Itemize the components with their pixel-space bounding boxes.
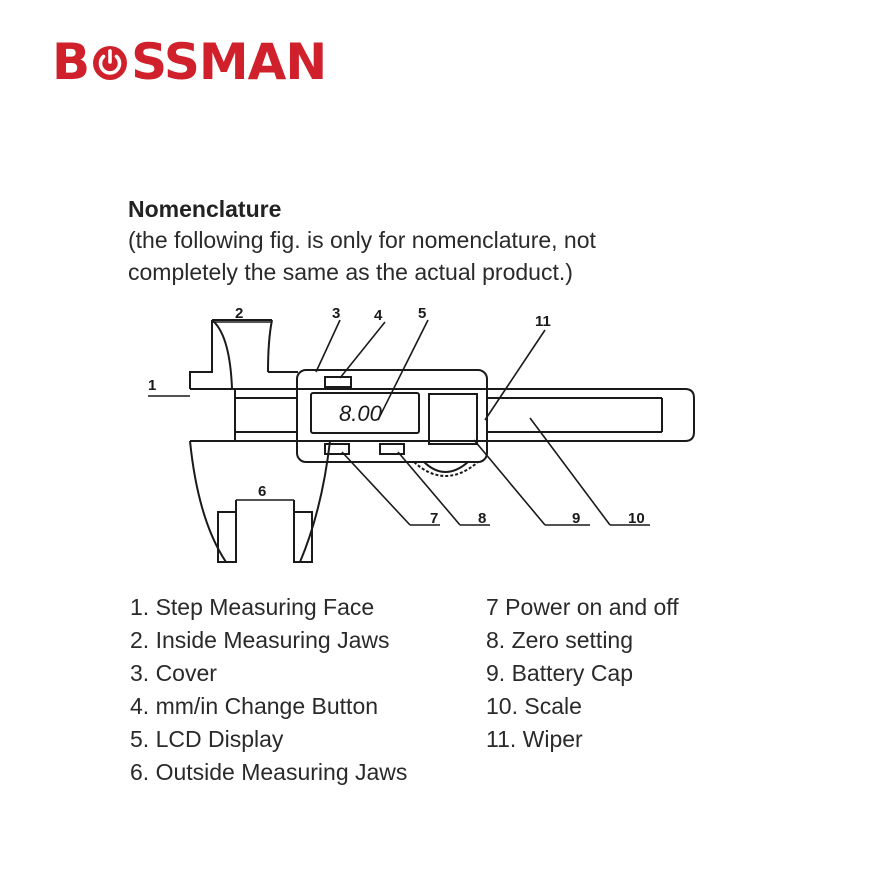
caliper-slider (297, 370, 487, 476)
brand-logo-prefix: B (52, 33, 90, 91)
legend-item-10: 10. Scale (486, 693, 582, 719)
legend-item-5: 5. LCD Display (130, 726, 284, 752)
legend-item-11: 11. Wiper (486, 726, 583, 752)
page-title: Nomenclature (128, 196, 282, 222)
legend-item-9: 9. Battery Cap (486, 660, 634, 686)
lcd-display-reading: 8.00 (339, 401, 382, 426)
callout-3: 3 (332, 305, 341, 322)
callout-8: 8 (478, 510, 487, 527)
legend-item-7: 7 Power on and off (486, 594, 679, 620)
legend-item-1: 1. Step Measuring Face (130, 594, 375, 620)
legend-item-3: 3. Cover (130, 660, 217, 686)
brand-logo-suffix: SSMAN (131, 33, 327, 91)
callout-1: 1 (148, 377, 157, 394)
callout-5: 5 (418, 305, 427, 322)
callout-2: 2 (235, 305, 244, 322)
legend-item-6: 6. Outside Measuring Jaws (130, 759, 408, 785)
subtitle-line-1: (the following fig. is only for nomenclature, not (128, 227, 596, 253)
callout-10: 10 (628, 510, 645, 527)
subtitle-line-2: completely the same as the actual product.) (128, 259, 573, 285)
callout-4: 4 (374, 307, 383, 324)
callout-leaders (148, 320, 650, 525)
callout-11: 11 (535, 313, 551, 330)
caliper-beam (190, 389, 694, 441)
callout-7: 7 (430, 510, 439, 527)
legend-item-8: 8. Zero setting (486, 627, 634, 653)
callout-9: 9 (572, 510, 581, 527)
legend-item-4: 4. mm/in Change Button (130, 693, 379, 719)
legend-item-2: 2. Inside Measuring Jaws (130, 627, 390, 653)
callout-6: 6 (258, 483, 267, 500)
